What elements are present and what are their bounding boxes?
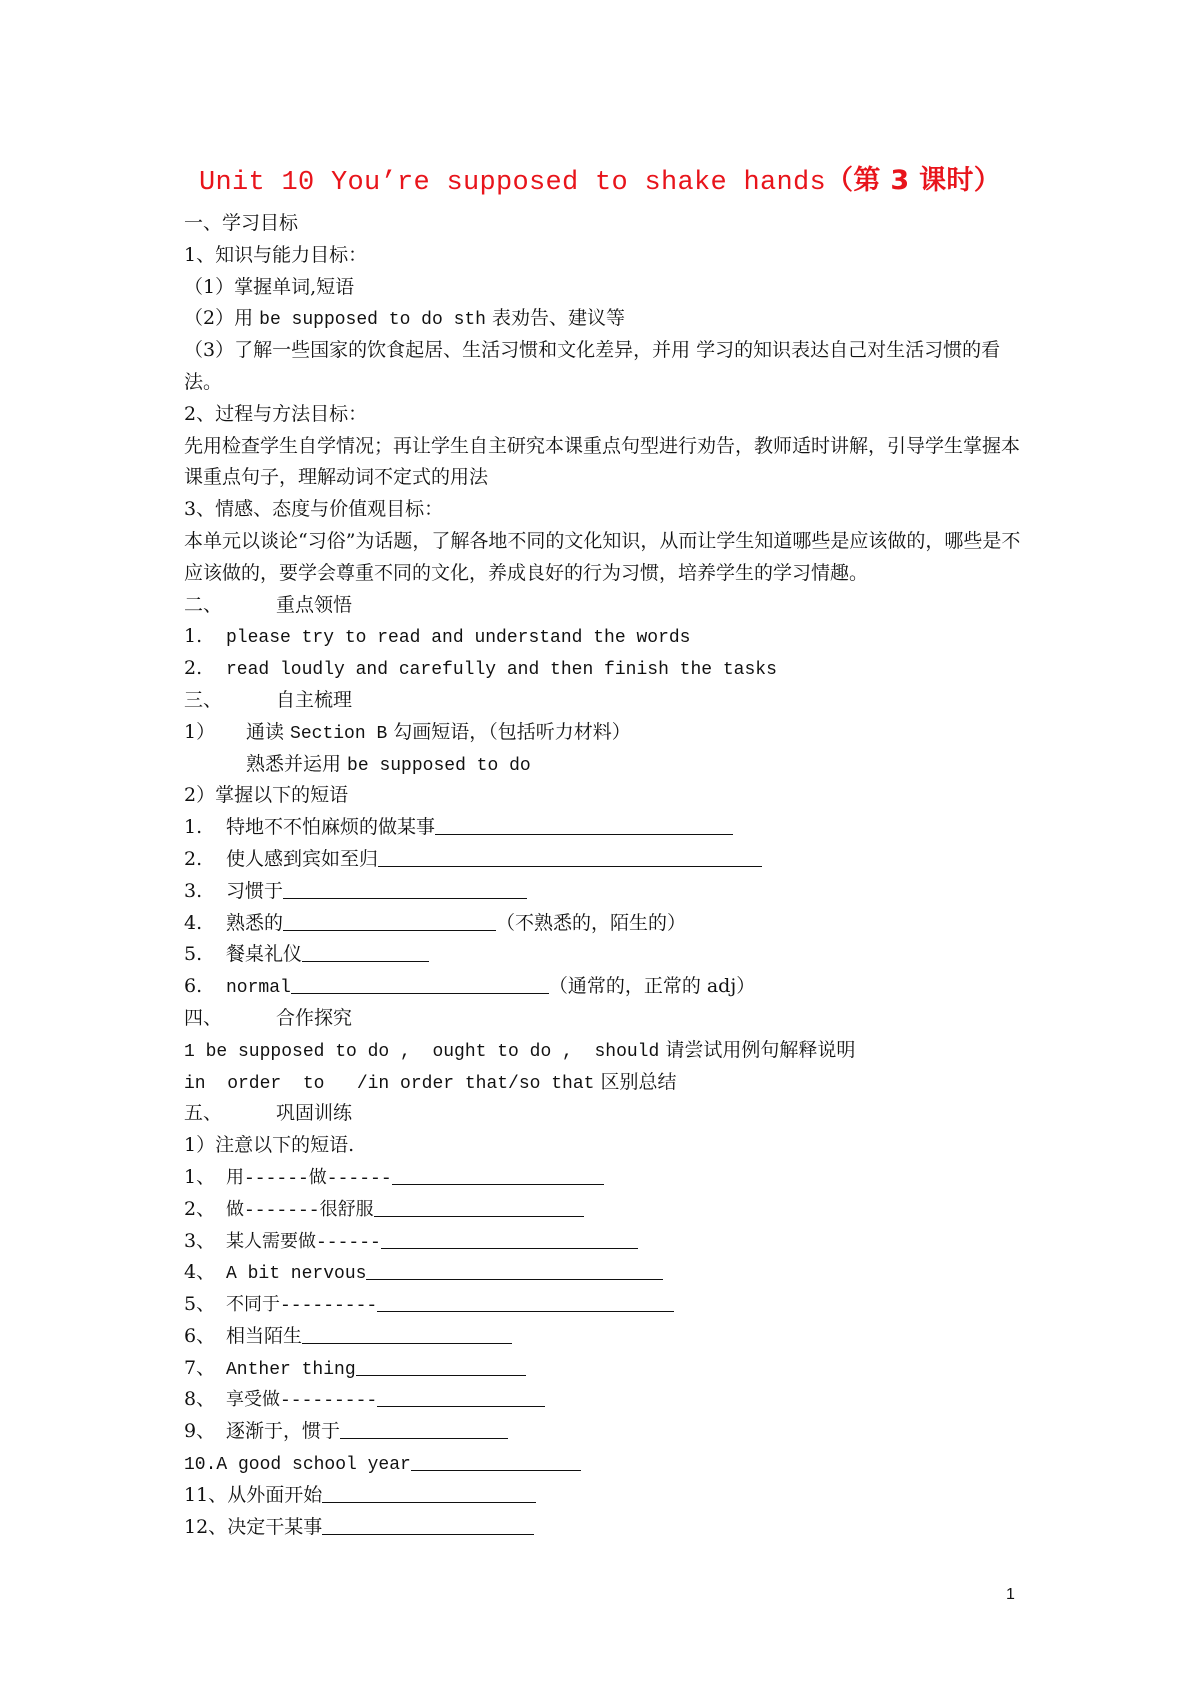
sub-item-1: 1） 通读 Section B 勾画短语，（包括听力材料）	[184, 720, 631, 744]
phrase-row: 2、 做-------很舒服	[184, 1194, 1034, 1226]
phrase-row: 8、 享受做---------	[184, 1384, 1034, 1416]
section-4-heading: 四、 合作探究	[184, 1006, 353, 1029]
section-1-heading: 一、学习目标	[184, 212, 299, 234]
answer-blank[interactable]	[302, 941, 429, 962]
answer-blank[interactable]	[283, 878, 527, 899]
goal-2: 2、过程与方法目标：	[184, 402, 368, 425]
answer-blank[interactable]	[283, 910, 496, 931]
sub-item-1-line-2: 熟悉并运用 be supposed to do	[246, 752, 531, 776]
goal-2-text: 先用检查学生自学情况；再让学生自主研究本课重点句型进行劝告，教师适时讲解，引导学生掌握本课重点句子，理解动词不定式的用法	[184, 434, 1021, 489]
sub-item-1: 1）注意以下的短语.	[184, 1134, 355, 1157]
goal-3-text: 本单元以谈论“习俗”为话题，了解各地不同的文化知识，从而让学生知道哪些是应该做的，哪些是不应该做的，要学会尊重不同的文化，养成良好的行为习惯，培养学生的学习情趣。	[184, 529, 1021, 584]
list-item: 2. read loudly and carefully and then finish the tasks	[184, 657, 777, 681]
answer-blank[interactable]	[378, 846, 762, 867]
phrase-row: 10.A good school year	[184, 1448, 1034, 1480]
section-5-heading: 五、 巩固训练	[184, 1102, 353, 1125]
phrase-row: 5. 餐桌礼仪	[184, 939, 1034, 971]
title-lesson: （第 3 课时）	[826, 165, 1002, 196]
phrase-row: 4、 A bit nervous	[184, 1257, 1034, 1289]
answer-blank[interactable]	[356, 1355, 526, 1376]
answer-blank[interactable]	[377, 1386, 545, 1407]
phrase-row: 1、 用------做------	[184, 1162, 1034, 1194]
phrase-row: 9、 逐渐于，惯于	[184, 1416, 1034, 1448]
phrase-row: 3. 习惯于	[184, 876, 1034, 908]
section-3-heading: 三、 自主梳理	[184, 688, 353, 711]
title-english: Unit 10 You’re supposed to shake hands	[198, 168, 827, 198]
phrase-row: 2. 使人感到宾如至归	[184, 844, 1034, 876]
goal-1: 1、知识与能力目标：	[184, 243, 368, 266]
goal-1-item-1: （1）掌握单词,短语	[184, 275, 355, 298]
phrase-row: 6. normal （通常的，正常的 adj）	[184, 975, 756, 999]
answer-blank[interactable]	[381, 1228, 638, 1249]
phrase-row: 5、 不同于---------	[184, 1289, 1034, 1321]
answer-blank[interactable]	[435, 814, 733, 835]
answer-blank[interactable]	[377, 1291, 674, 1312]
answer-blank[interactable]	[392, 1164, 604, 1185]
answer-blank[interactable]	[411, 1450, 581, 1471]
phrase-row: 7、 Anther thing	[184, 1353, 1034, 1385]
section-2-heading: 二、 重点领悟	[184, 593, 353, 616]
phrase-row: 11、从外面开始	[184, 1480, 1034, 1512]
phrase-row: 6、 相当陌生	[184, 1321, 1034, 1353]
answer-blank[interactable]	[322, 1514, 534, 1535]
phrase-row: 4. 熟悉的 （不熟悉的，陌生的）	[184, 911, 687, 934]
phrase-row: 1. 特地不不怕麻烦的做某事	[184, 812, 1034, 844]
page-title	[0, 158, 1200, 198]
goal-3: 3、情感、态度与价值观目标：	[184, 498, 444, 521]
list-item: 1. please try to read and understand the words	[184, 625, 691, 649]
page-number: 1	[1006, 1586, 1015, 1603]
content	[184, 208, 1034, 1543]
explore-line-2: in order to /in order that/so that 区别总结	[184, 1070, 677, 1094]
answer-blank[interactable]	[366, 1259, 663, 1280]
phrase-row: 3、 某人需要做------	[184, 1226, 1034, 1258]
answer-blank[interactable]	[302, 1323, 512, 1344]
goal-1-item-2: （2）用 be supposed to do sth 表劝告、建议等	[184, 307, 626, 331]
answer-blank[interactable]	[340, 1418, 508, 1439]
goal-1-item-3: （3）了解一些国家的饮食起居、生活习惯和文化差异，并用 学习的知识表达自己对生活习惯的看法。	[184, 339, 1001, 393]
answer-blank[interactable]	[291, 973, 549, 994]
phrase-row: 12、决定干某事	[184, 1512, 1034, 1544]
answer-blank[interactable]	[322, 1482, 536, 1503]
explore-line-1: 1 be supposed to do , ought to do , should 请尝试用例句解释说明	[184, 1038, 856, 1062]
sub-item-2: 2）掌握以下的短语	[184, 784, 349, 807]
answer-blank[interactable]	[374, 1196, 584, 1217]
